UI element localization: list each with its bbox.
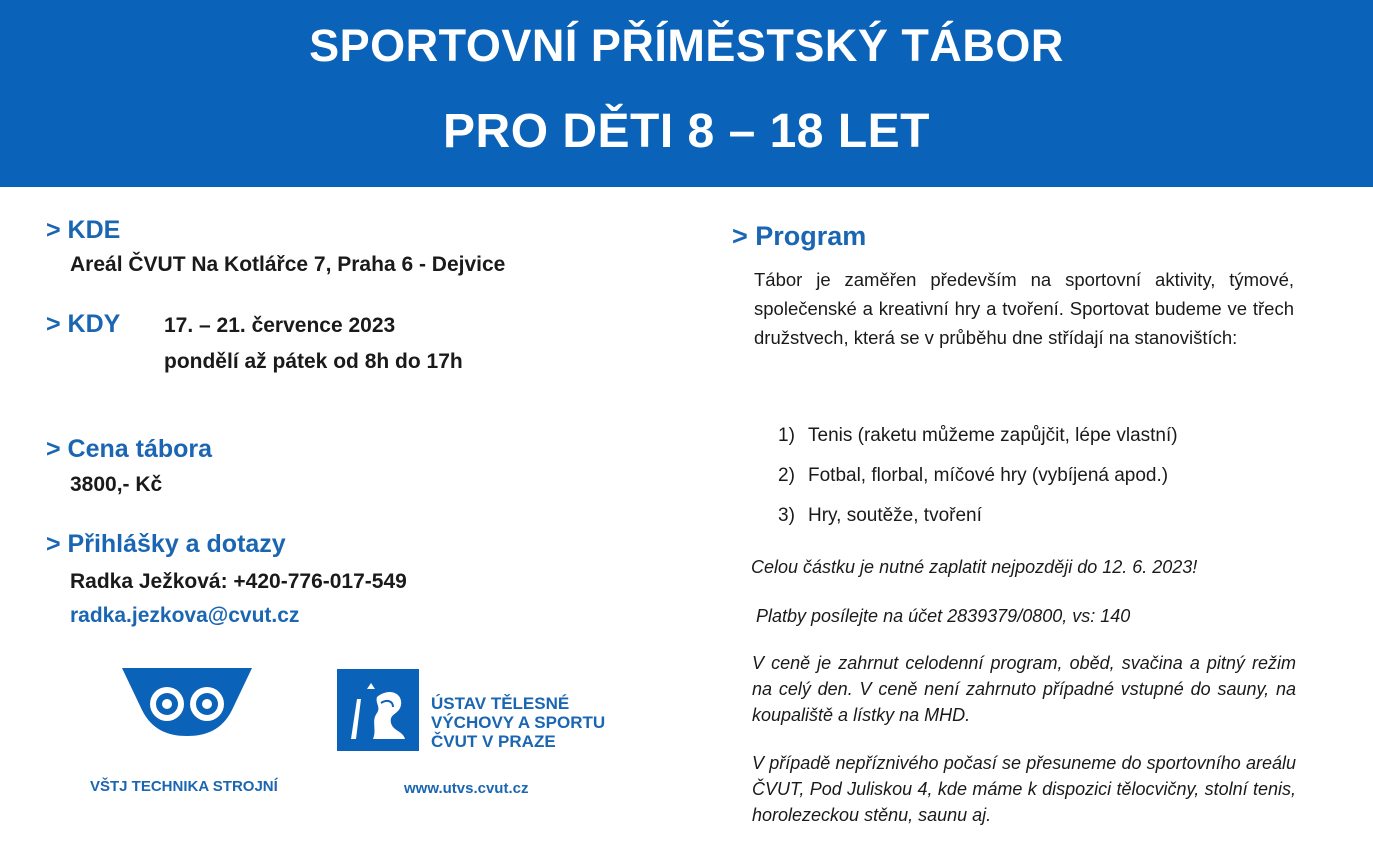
list-item-text: Tenis (raketu můžeme zapůjčit, lépe vlastní) [808,425,1178,446]
list-item-number: 1) [778,425,795,446]
cvut-logo-line1: ÚSTAV TĚLESNÉ [431,694,570,713]
kde-heading: > KDE [46,216,121,244]
contact-email-link[interactable]: radka.jezkova@cvut.cz [70,604,300,627]
kde-value: Areál ČVUT Na Kotlářce 7, Praha 6 - Dejvice [70,253,506,276]
prihlasky-heading: > Přihlášky a dotazy [46,530,286,558]
cena-heading: > Cena tábora [46,435,213,463]
cvut-lion-logo-icon [337,669,419,751]
kdy-date: 17. – 21. července 2023 [164,314,396,337]
cvut-logo-line3: ČVUT V PRAZE [431,732,556,751]
cvut-logo-line2: VÝCHOVY A SPORTU [431,713,606,732]
owl-logo-icon [122,668,252,738]
header-subtitle: PRO DĚTI 8 – 18 LET [443,105,930,158]
bad-weather-note: V případě nepříznivého počasí se přesuneme do sportovního areálu ČVUT, Pod Juliskou 4, kde máme k dispozici tělocvičny, stolní tenis, horolezeckou stěnu, saunu aj. [752,753,1296,825]
cvut-logo-text [431,694,605,751]
program-list-item [778,505,982,527]
cvut-website-link[interactable]: www.utvs.cvut.cz [404,780,529,797]
price-included-note: V ceně je zahrnut celodenní program, oběd, svačina a pitný režim na celý den. V ceně není zahrnuto případné vstupné do sauny, na koupaliště a lístky na MHD. [752,653,1296,725]
kdy-time: pondělí až pátek od 8h do 17h [164,350,463,373]
list-item-text: Fotbal, florbal, míčové hry (vybíjená apod.) [808,465,1169,486]
program-list-item [778,425,1178,447]
header-title: SPORTOVNÍ PŘÍMĚSTSKÝ TÁBOR [309,20,1064,71]
owl-logo-label: VŠTJ TECHNIKA STROJNÍ [90,778,278,795]
kdy-heading: > KDY [46,310,121,338]
list-item-number: 2) [778,465,795,486]
list-item-number: 3) [778,505,795,526]
program-heading: > Program [732,221,867,251]
list-item-text: Hry, soutěže, tvoření [808,505,982,526]
program-intro: Tábor je zaměřen především na sportovní aktivity, týmové, společenské a kreativní hry a tvoření. Sportovat budeme ve třech družstvech, která se v průběhu dne střídají na stanovištích: [754,269,1294,348]
payment-deadline-note: Celou částku je nutné zaplatit nejpozději do 12. 6. 2023! [751,557,1198,577]
cena-value: 3800,- Kč [70,473,163,496]
contact-phone: Radka Ježková: +420-776-017-549 [70,570,407,593]
payment-account-note: Platby posílejte na účet 2839379/0800, vs: 140 [756,606,1131,626]
program-list-item [778,465,1168,487]
header-banner [0,0,1373,187]
